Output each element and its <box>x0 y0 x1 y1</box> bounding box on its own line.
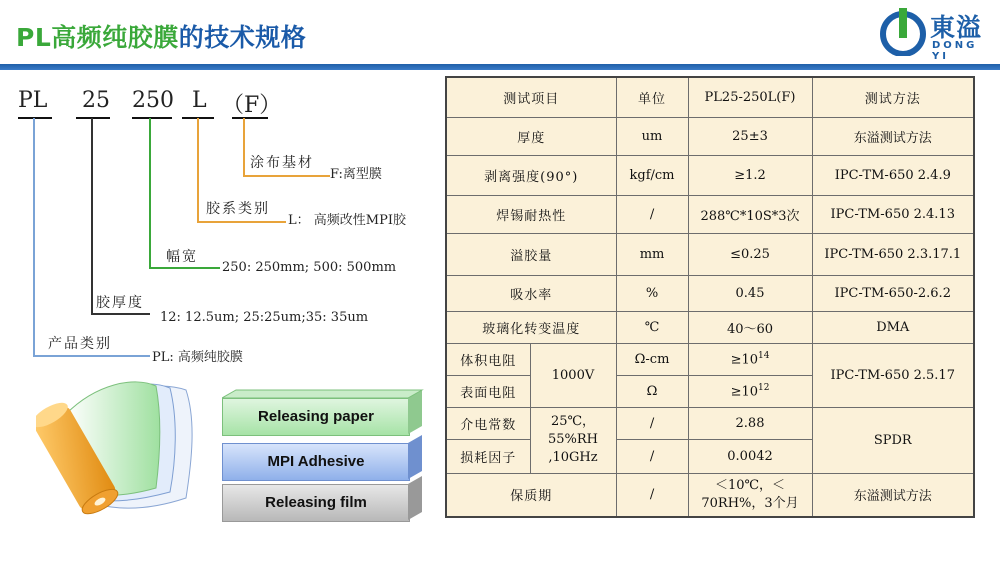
row-value: 288℃*10S*3次 <box>688 195 812 233</box>
table-row <box>446 195 974 233</box>
row-value <box>688 343 812 375</box>
label-adhesive-name: 胶系类别 <box>206 201 270 217</box>
table-row <box>446 233 974 275</box>
table-row <box>446 155 974 195</box>
row-unit: Ω-cm <box>616 343 688 375</box>
row-condition <box>530 407 616 473</box>
condition-line: 55%RH <box>547 432 599 447</box>
code-part-adhesive: L <box>192 88 207 113</box>
dongyi-logo-icon <box>878 6 928 56</box>
row-item: 保质期 <box>446 473 616 517</box>
row-item: 体积电阻 <box>446 343 530 375</box>
row-method: DMA <box>812 311 974 343</box>
value-base: ≥10 <box>730 384 758 400</box>
row-unit: / <box>616 195 688 233</box>
row-item: 焊锡耐热性 <box>446 195 616 233</box>
table-row <box>446 311 974 343</box>
row-value <box>688 473 812 517</box>
row-method: 东溢测试方法 <box>812 117 974 155</box>
row-method: SPDR <box>812 407 974 473</box>
row-value: 0.0042 <box>688 439 812 473</box>
layer-releasing-film: Releasing film <box>222 484 410 522</box>
row-method: IPC-TM-650 2.5.17 <box>812 343 974 407</box>
table-row <box>446 117 974 155</box>
table-row <box>446 407 974 439</box>
layer-stack-side <box>408 390 424 526</box>
row-unit: % <box>616 275 688 311</box>
row-method: IPC-TM-650 2.4.9 <box>812 155 974 195</box>
value-base: ≥10 <box>730 352 758 368</box>
row-method: IPC-TM-650-2.6.2 <box>812 275 974 311</box>
label-adhesive-value: L： 高频改性MPI胶 <box>288 213 406 228</box>
row-value: ≥1.2 <box>688 155 812 195</box>
row-unit: um <box>616 117 688 155</box>
spec-table <box>445 76 975 518</box>
company-logo <box>878 4 996 62</box>
value-exponent: 12 <box>758 382 770 393</box>
row-item: 表面电阻 <box>446 375 530 407</box>
label-substrate-value: F:离型膜 <box>330 167 382 182</box>
row-value: 40～60 <box>688 311 812 343</box>
row-item: 玻璃化转变温度 <box>446 311 616 343</box>
value-line: ＜10℃，＜ <box>714 477 786 493</box>
header-test-item: 测试项目 <box>446 77 616 117</box>
row-unit: / <box>616 439 688 473</box>
label-category-value: PL: 高频纯胶膜 <box>152 350 243 365</box>
header-unit: 单位 <box>616 77 688 117</box>
table-row <box>446 275 974 311</box>
table-header-row <box>446 77 974 117</box>
row-unit: Ω <box>616 375 688 407</box>
label-category-name: 产品类别 <box>48 336 112 352</box>
label-thickness-name: 胶厚度 <box>96 295 144 311</box>
row-item: 厚度 <box>446 117 616 155</box>
row-unit: kgf/cm <box>616 155 688 195</box>
row-unit: ℃ <box>616 311 688 343</box>
value-line: 70RH%，3个月 <box>701 495 799 511</box>
code-part-thickness: 25 <box>82 88 110 113</box>
row-item: 吸水率 <box>446 275 616 311</box>
row-unit: / <box>616 407 688 439</box>
row-condition: 1000V <box>530 343 616 407</box>
row-value: 2.88 <box>688 407 812 439</box>
row-value: ≤0.25 <box>688 233 812 275</box>
logo-text-cn: 東溢 <box>930 13 983 42</box>
layer-stack-top <box>222 388 424 400</box>
row-value <box>688 375 812 407</box>
row-item: 介电常数 <box>446 407 530 439</box>
code-part-substrate: （F） <box>222 93 282 118</box>
label-substrate-name: 涂布基材 <box>250 155 314 171</box>
row-item: 损耗因子 <box>446 439 530 473</box>
code-part-pl: PL <box>18 88 48 113</box>
row-value: 25±3 <box>688 117 812 155</box>
row-unit: mm <box>616 233 688 275</box>
header-model: PL25-250L(F) <box>688 77 812 117</box>
condition-line: 25℃， <box>550 414 596 429</box>
row-method: IPC-TM-650 2.3.17.1 <box>812 233 974 275</box>
layer-releasing-paper: Releasing paper <box>222 398 410 436</box>
label-width-name: 幅宽 <box>166 249 198 265</box>
condition-line: ,10GHz <box>548 450 598 465</box>
label-thickness-value: 12: 12.5um; 25:25um;35: 35um <box>160 310 369 325</box>
row-value: 0.45 <box>688 275 812 311</box>
table-row <box>446 473 974 517</box>
row-unit: / <box>616 473 688 517</box>
title-part1: PL高频纯胶膜 <box>16 23 179 52</box>
table-row <box>446 343 974 375</box>
film-roll-illustration <box>36 380 216 520</box>
layer-mpi-adhesive: MPI Adhesive <box>222 443 410 481</box>
logo-text-en: DONG YI <box>932 40 978 62</box>
code-part-width: 250 <box>132 88 174 113</box>
title-part2: 的技术规格 <box>178 23 307 52</box>
row-method: 东溢测试方法 <box>812 473 974 517</box>
row-method: IPC-TM-650 2.4.13 <box>812 195 974 233</box>
label-width-value: 250: 250mm; 500: 500mm <box>222 260 397 275</box>
value-exponent: 14 <box>758 350 770 361</box>
header-method: 测试方法 <box>812 77 974 117</box>
row-item: 剥离强度(90°) <box>446 155 616 195</box>
row-item: 溢胶量 <box>446 233 616 275</box>
